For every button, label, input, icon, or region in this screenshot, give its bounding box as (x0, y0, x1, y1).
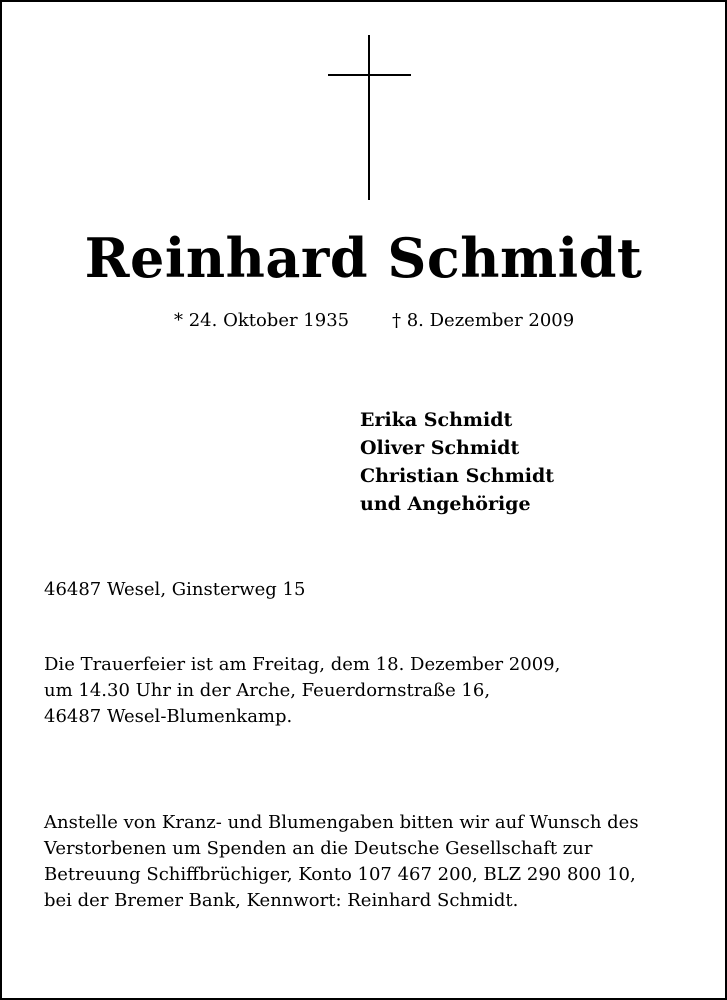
donation-line: Verstorbenen um Spenden an die Deutsche Gesellschaft zur (44, 838, 593, 859)
ceremony-line: um 14.30 Uhr in der Arche, Feuerdornstraße 16, (44, 680, 491, 701)
mourner-name: Oliver Schmidt (360, 437, 520, 459)
donation-line: bei der Bremer Bank, Kennwort: Reinhard Schmidt. (44, 890, 519, 911)
birth-date: * 24. Oktober 1935 (174, 310, 350, 331)
donation-request (44, 810, 639, 914)
donation-line: Anstelle von Kranz- und Blumengaben bitten wir auf Wunsch des (44, 812, 639, 833)
cross-icon (328, 35, 411, 200)
ceremony-info (44, 652, 560, 730)
cross-vertical-bar (368, 35, 370, 200)
deceased-name: Reinhard Schmidt (84, 226, 643, 290)
ceremony-line: Die Trauerfeier ist am Freitag, dem 18. Dezember 2009, (44, 654, 561, 675)
mourner-name: und Angehörige (360, 493, 531, 515)
mourners-list (360, 406, 554, 518)
donation-line: Betreuung Schiffbrüchiger, Konto 107 467 200, BLZ 290 800 10, (44, 864, 636, 885)
mourner-name: Christian Schmidt (360, 465, 555, 487)
ceremony-line: 46487 Wesel-Blumenkamp. (44, 706, 293, 727)
cross-horizontal-bar (328, 74, 411, 76)
death-date: † 8. Dezember 2009 (392, 310, 575, 331)
mourner-name: Erika Schmidt (360, 409, 513, 431)
family-address: 46487 Wesel, Ginsterweg 15 (44, 579, 306, 600)
